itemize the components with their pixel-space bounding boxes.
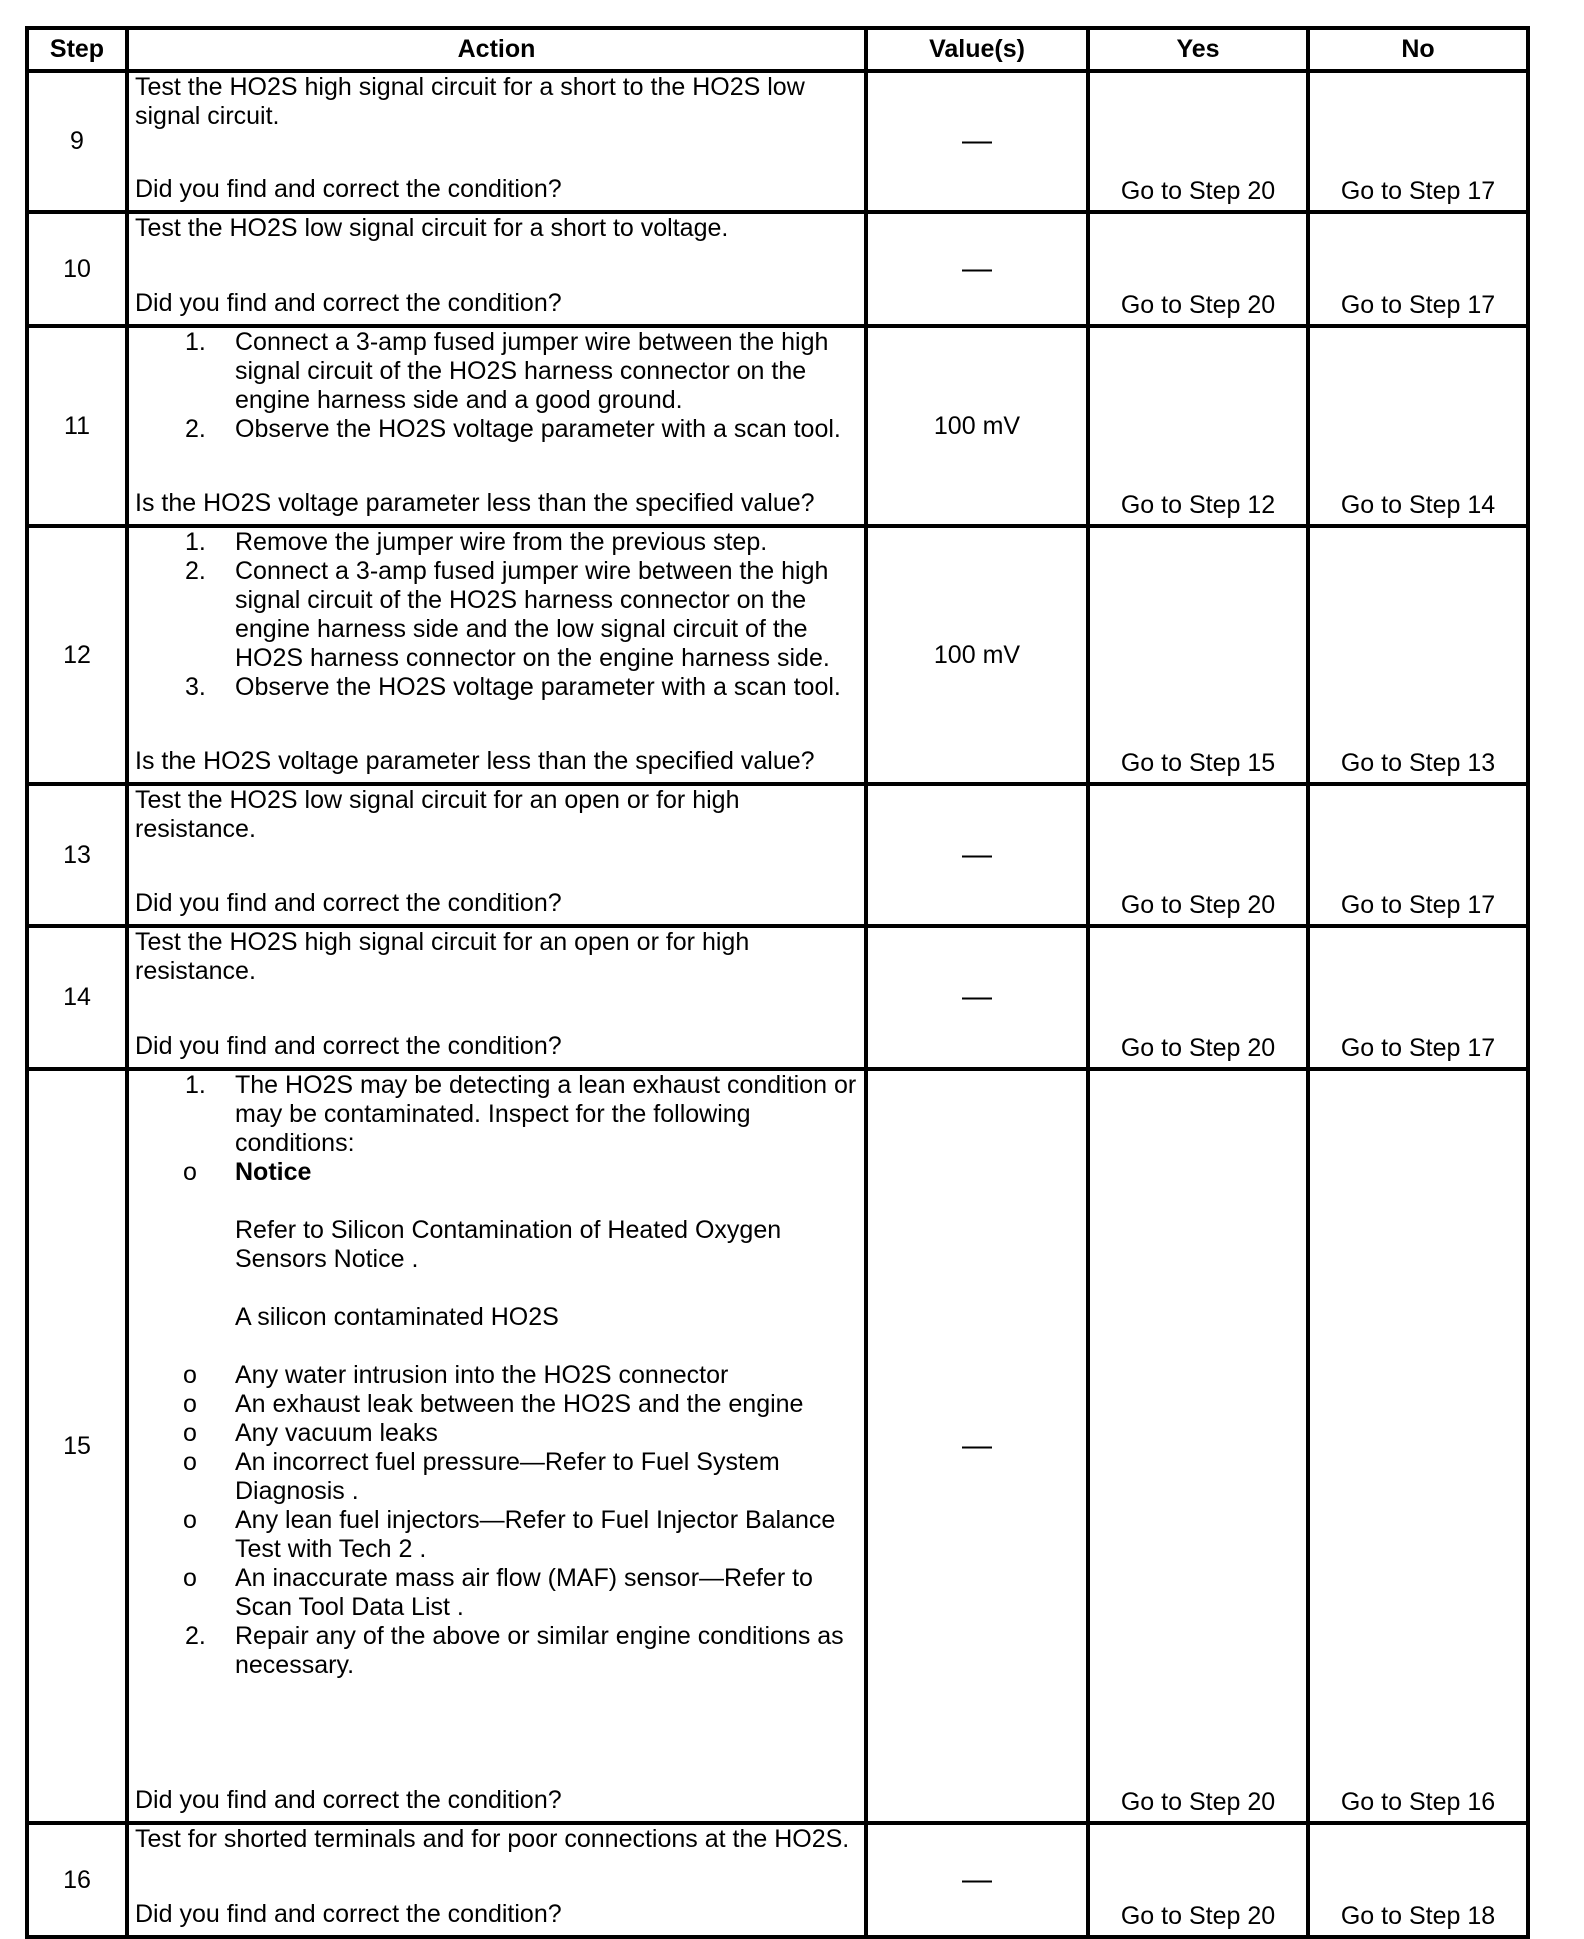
action-question: Did you find and correct the condition?: [135, 289, 562, 317]
yes-cell: Go to Step 20: [1088, 71, 1308, 212]
action-text: Test the HO2S low signal circuit for an open or for high resistance.: [135, 786, 740, 843]
step-number: 15: [27, 1069, 127, 1823]
value-cell: —: [866, 926, 1088, 1069]
table-row: [27, 784, 1528, 926]
action-step: 1. Remove the jumper wire from the previous step.: [185, 528, 768, 556]
list-item: o An incorrect fuel pressure—Refer to Fuel System Diagnosis .: [183, 1448, 780, 1505]
value-cell: —: [866, 1069, 1088, 1823]
notice-text: Refer to Silicon Contamination of Heated Oxygen Sensors Notice .: [235, 1216, 782, 1273]
no-cell: Go to Step 14: [1308, 326, 1528, 526]
action-cell: [127, 526, 866, 784]
table-row: [27, 1069, 1528, 1823]
diagnostic-table: [25, 26, 1530, 1939]
table-row: [27, 212, 1528, 326]
action-question: Did you find and correct the condition?: [135, 175, 562, 203]
no-cell: Go to Step 17: [1308, 71, 1528, 212]
step-number: 13: [27, 784, 127, 926]
action-step: 2. Repair any of the above or similar engine conditions as necessary.: [185, 1622, 844, 1679]
header-values: Value(s): [866, 28, 1088, 71]
step-number: 11: [27, 326, 127, 526]
no-cell: Go to Step 17: [1308, 784, 1528, 926]
condition-list: [135, 1158, 860, 1622]
table-row: [27, 926, 1528, 1069]
yes-cell: Go to Step 20: [1088, 1823, 1308, 1937]
value-cell: —: [866, 784, 1088, 926]
yes-cell: Go to Step 12: [1088, 326, 1308, 526]
no-cell: Go to Step 18: [1308, 1823, 1528, 1937]
yes-cell: Go to Step 20: [1088, 1069, 1308, 1823]
list-item: o Any vacuum leaks: [183, 1419, 438, 1447]
no-cell: Go to Step 13: [1308, 526, 1528, 784]
action-question: Did you find and correct the condition?: [135, 889, 562, 917]
action-text: Test for shorted terminals and for poor connections at the HO2S.: [135, 1825, 850, 1853]
notice-label: Notice: [235, 1158, 312, 1186]
header-yes: Yes: [1088, 28, 1308, 71]
action-cell: [127, 212, 866, 326]
list-item: o Any water intrusion into the HO2S connector: [183, 1361, 729, 1389]
step-number: 10: [27, 212, 127, 326]
table-row: [27, 71, 1528, 212]
action-step: 1. Connect a 3-amp fused jumper wire between the high signal circuit of the HO2S harness connector on the engine harness side and a good ground.: [185, 328, 829, 414]
value-cell: —: [866, 71, 1088, 212]
no-cell: Go to Step 17: [1308, 926, 1528, 1069]
action-cell: [127, 71, 866, 212]
action-question: Did you find and correct the condition?: [135, 1032, 562, 1060]
step-number: 14: [27, 926, 127, 1069]
table-row: [27, 326, 1528, 526]
no-cell: Go to Step 16: [1308, 1069, 1528, 1823]
header-row: [27, 28, 1528, 71]
action-cell: [127, 784, 866, 926]
value-cell: 100 mV: [866, 526, 1088, 784]
yes-cell: Go to Step 20: [1088, 784, 1308, 926]
no-cell: Go to Step 17: [1308, 212, 1528, 326]
action-steps: [135, 1071, 860, 1680]
header-action: Action: [127, 28, 866, 71]
action-question: Is the HO2S voltage parameter less than the specified value?: [135, 747, 815, 775]
yes-cell: Go to Step 20: [1088, 212, 1308, 326]
action-question: Did you find and correct the condition?: [135, 1786, 562, 1814]
list-item: o Any lean fuel injectors—Refer to Fuel Injector Balance Test with Tech 2 .: [183, 1506, 836, 1563]
action-cell: [127, 926, 866, 1069]
action-text: Test the HO2S low signal circuit for a short to voltage.: [135, 214, 729, 242]
notice-item-text: A silicon contaminated HO2S: [235, 1303, 559, 1331]
step-number: 12: [27, 526, 127, 784]
action-steps: [135, 328, 860, 444]
yes-cell: Go to Step 20: [1088, 926, 1308, 1069]
yes-cell: Go to Step 15: [1088, 526, 1308, 784]
header-step: Step: [27, 28, 127, 71]
action-cell: [127, 326, 866, 526]
list-item: o An exhaust leak between the HO2S and the engine: [183, 1390, 804, 1418]
table-row: [27, 526, 1528, 784]
step-number: 16: [27, 1823, 127, 1937]
action-step: 3. Observe the HO2S voltage parameter with a scan tool.: [185, 673, 841, 701]
value-cell: —: [866, 1823, 1088, 1937]
action-steps: [135, 528, 860, 702]
list-item: o An inaccurate mass air flow (MAF) sensor—Refer to Scan Tool Data List .: [183, 1564, 813, 1621]
action-text: Test the HO2S high signal circuit for an open or for high resistance.: [135, 928, 750, 985]
action-cell: [127, 1069, 866, 1823]
notice-item: o Notice Refer to Silicon Contamination of Heated Oxygen Sensors Notice . A silicon contaminated HO2S: [135, 1158, 860, 1361]
value-cell: —: [866, 212, 1088, 326]
action-text: Test the HO2S high signal circuit for a short to the HO2S low signal circuit.: [135, 73, 805, 130]
action-step: 1. The HO2S may be detecting a lean exhaust condition or may be contaminated. Inspect for the following conditions: o Notice Refer to Silicon Contamination of Heated Oxygen Sensors Notice . A silicon contaminated HO2S o Any water intrusion into the HO2S connector o An exhaust leak between the HO2S and the engine o Any vacuum leaks o An incorrect fuel pressure—Refer to Fuel System Diagnosis . o Any lean fuel injectors—Refer to Fuel Injector Balance Test with Tech 2 . o An inaccurate mass air flow (MAF) sensor—Refer to Scan Tool Data List .: [135, 1071, 860, 1622]
value-cell: 100 mV: [866, 326, 1088, 526]
header-no: No: [1308, 28, 1528, 71]
action-question: Is the HO2S voltage parameter less than the specified value?: [135, 489, 815, 517]
step-number: 9: [27, 71, 127, 212]
action-step: 2. Connect a 3-amp fused jumper wire between the high signal circuit of the HO2S harness connector on the engine harness side and the low signal circuit of the HO2S harness connector on the engine harness side.: [185, 557, 830, 672]
action-question: Did you find and correct the condition?: [135, 1900, 562, 1928]
action-step: 2. Observe the HO2S voltage parameter with a scan tool.: [185, 415, 841, 443]
